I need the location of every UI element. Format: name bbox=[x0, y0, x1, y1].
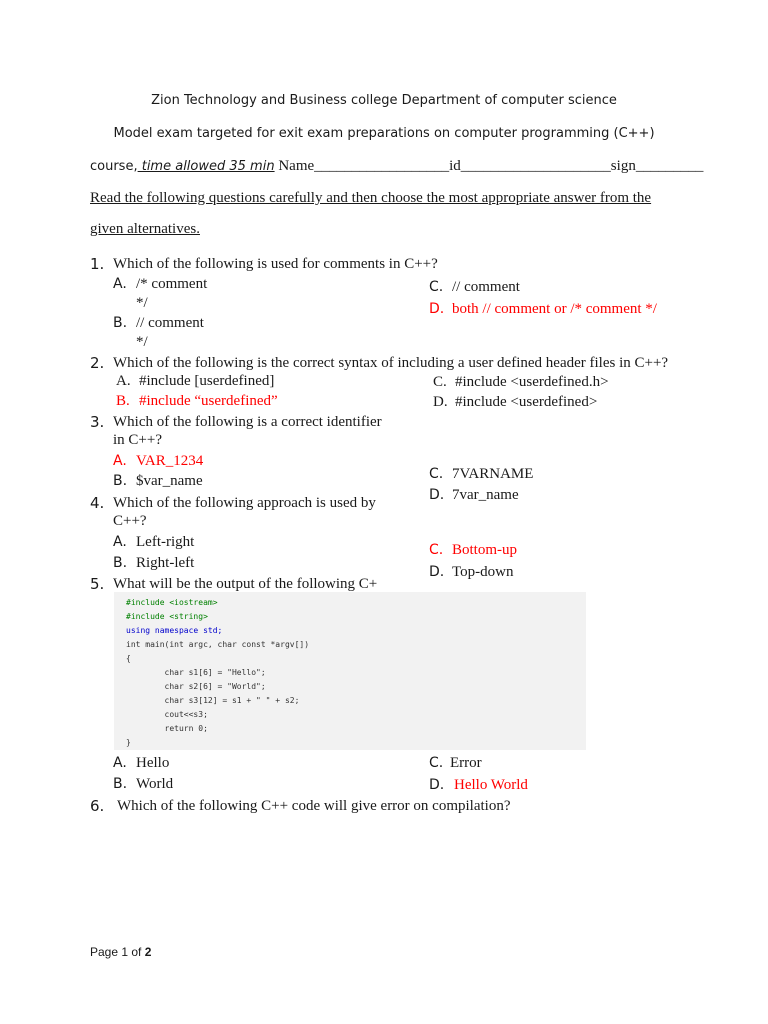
question-number: 1. bbox=[90, 255, 105, 273]
option-letter: D. bbox=[429, 487, 445, 503]
question-number: 6. bbox=[90, 797, 105, 815]
page-total: 2 bbox=[144, 945, 152, 959]
option-text-correct[interactable]: Hello World bbox=[454, 777, 528, 793]
option-letter-correct: D. bbox=[429, 301, 445, 317]
code-snippet bbox=[114, 592, 586, 750]
time-allowed: time allowed 35 min bbox=[137, 159, 275, 174]
question-text: What will be the output of the following C+ bbox=[113, 576, 378, 592]
option-letter: A. bbox=[116, 373, 131, 389]
code-line: using namespace std; bbox=[126, 626, 223, 635]
option-letter: A. bbox=[113, 755, 127, 771]
option-text[interactable]: #include <userdefined.h> bbox=[455, 374, 609, 390]
option-letter: C. bbox=[429, 279, 444, 295]
code-line: char s3[12] = s1 + " " + s2; bbox=[126, 696, 300, 705]
question-number: 4. bbox=[90, 494, 105, 512]
question-text: Which of the following C++ code will give error on compilation? bbox=[117, 798, 511, 814]
question-number: 5. bbox=[90, 575, 105, 593]
code-line: } bbox=[126, 738, 131, 747]
question-text: Which of the following is a correct identifier bbox=[113, 414, 382, 430]
option-text[interactable]: Top-down bbox=[452, 564, 514, 580]
option-text[interactable]: #include <userdefined> bbox=[455, 394, 598, 410]
option-letter: D. bbox=[429, 777, 445, 793]
page-number: 1 bbox=[121, 945, 129, 959]
option-letter-correct: A. bbox=[113, 453, 127, 469]
option-text[interactable]: // comment bbox=[452, 279, 520, 295]
code-line: return 0; bbox=[126, 724, 208, 733]
option-text[interactable]: /* comment bbox=[136, 276, 208, 292]
option-text-continuation: */ bbox=[136, 295, 148, 311]
option-text-correct[interactable]: both // comment or /* comment */ bbox=[452, 301, 657, 317]
code-line: { bbox=[126, 654, 131, 663]
option-letter: C. bbox=[429, 466, 444, 482]
option-text[interactable]: 7VARNAME bbox=[452, 466, 534, 482]
option-letter: B. bbox=[113, 776, 128, 792]
option-letter: A. bbox=[113, 276, 127, 292]
code-line: char s2[6] = "World"; bbox=[126, 682, 266, 691]
option-text-correct[interactable]: Bottom-up bbox=[452, 542, 518, 558]
option-text-correct[interactable]: VAR_1234 bbox=[136, 453, 204, 469]
page-footer bbox=[90, 945, 151, 959]
code-line: cout<<s3; bbox=[126, 710, 208, 719]
page-of: of bbox=[128, 945, 145, 959]
option-text[interactable]: Error bbox=[450, 755, 482, 771]
option-letter: D. bbox=[429, 564, 445, 580]
option-letter-correct: C. bbox=[429, 542, 444, 558]
question-number: 3. bbox=[90, 413, 105, 431]
option-text[interactable]: Left-right bbox=[136, 534, 195, 550]
code-line: char s1[6] = "Hello"; bbox=[126, 668, 266, 677]
question-text-continuation: C++? bbox=[113, 513, 147, 529]
question-text-continuation: in C++? bbox=[113, 432, 162, 448]
name-id-sign-line: Name__________________id____________________sign_________ bbox=[274, 158, 704, 174]
option-letter: D. bbox=[433, 394, 448, 410]
option-letter: B. bbox=[113, 555, 128, 571]
course-line bbox=[90, 157, 703, 175]
instruction-line-2: given alternatives. bbox=[90, 221, 200, 237]
option-letter: A. bbox=[113, 534, 127, 550]
option-letter: C. bbox=[433, 374, 447, 390]
option-text[interactable]: 7var_name bbox=[452, 487, 519, 503]
school-title: Zion Technology and Business college Department of computer science bbox=[151, 93, 617, 108]
option-letter: B. bbox=[113, 473, 128, 489]
option-text[interactable]: Right-left bbox=[136, 555, 195, 571]
question-text: Which of the following is the correct syntax of including a user defined header files in C++? bbox=[113, 355, 669, 371]
question-text: Which of the following is used for comments in C++? bbox=[113, 256, 438, 272]
option-text[interactable]: Hello bbox=[136, 755, 170, 771]
question-number: 2. bbox=[90, 354, 105, 372]
instruction-line-1: Read the following questions carefully and then choose the most appropriate answer from the bbox=[90, 190, 652, 206]
option-text[interactable]: World bbox=[136, 776, 174, 792]
code-line: #include <string> bbox=[126, 612, 208, 621]
question-text: Which of the following approach is used by bbox=[113, 495, 376, 511]
option-text[interactable]: // comment bbox=[136, 315, 204, 331]
option-letter-correct: B. bbox=[116, 393, 130, 409]
option-text-continuation: */ bbox=[136, 334, 148, 350]
option-text[interactable]: $var_name bbox=[136, 473, 203, 489]
option-letter: B. bbox=[113, 315, 128, 331]
option-letter: C. bbox=[429, 755, 444, 771]
code-line: #include <iostream> bbox=[126, 598, 218, 607]
option-text-correct[interactable]: #include “userdefined” bbox=[139, 393, 278, 409]
course-label: course, bbox=[90, 159, 138, 174]
code-line: int main(int argc, char const *argv[]) bbox=[126, 640, 310, 649]
exam-title: Model exam targeted for exit exam preparations on computer programming (C++) bbox=[113, 126, 655, 141]
page-prefix: Page bbox=[90, 945, 122, 959]
option-text[interactable]: #include [userdefined] bbox=[139, 373, 275, 389]
